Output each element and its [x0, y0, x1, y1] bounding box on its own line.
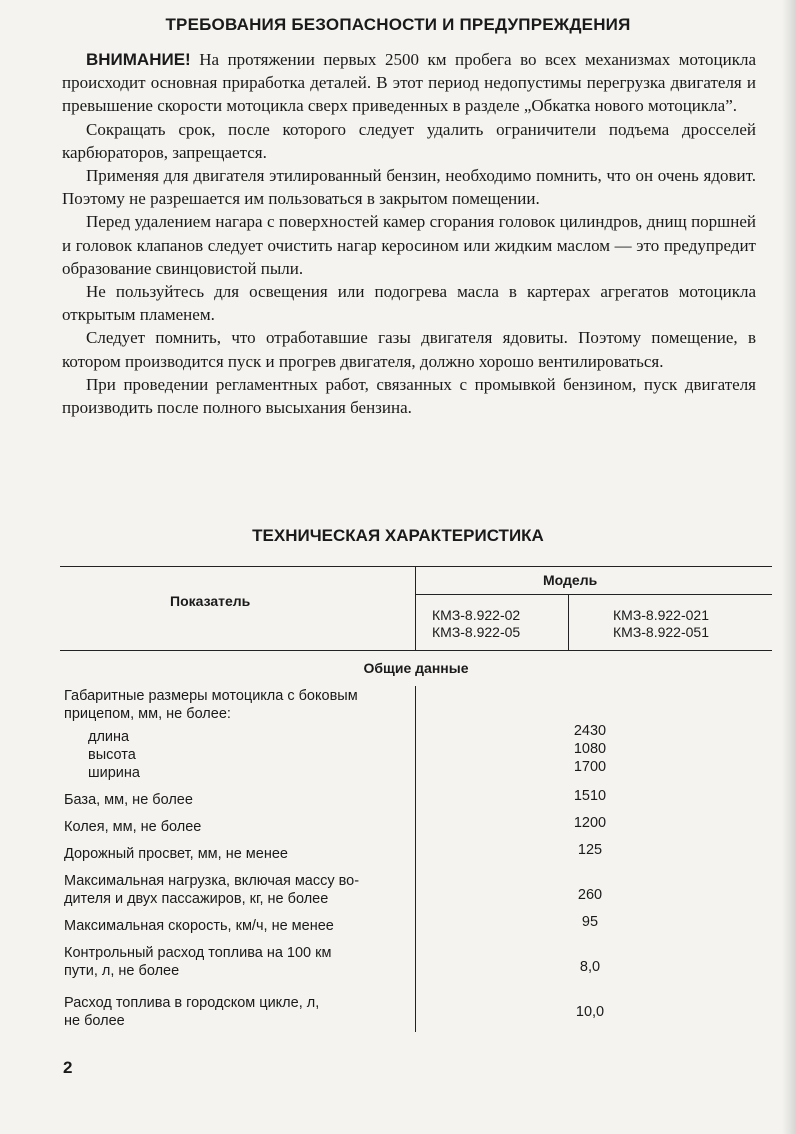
header-model: Модель — [543, 572, 598, 588]
row-value: 95 — [581, 914, 599, 930]
row-value: 125 — [577, 842, 603, 858]
row-sublabel: высота — [88, 747, 136, 763]
row-value: 260 — [577, 887, 603, 903]
row-label: Максимальная нагрузка, включая массу во- — [64, 873, 360, 889]
page-edge-shadow — [782, 0, 796, 1134]
model-divider — [568, 594, 569, 650]
spec-title: ТЕХНИЧЕСКАЯ ХАРАКТЕРИСТИКА — [252, 526, 544, 545]
row-value: 1700 — [573, 759, 607, 775]
model-code-left-2: КМЗ-8.922-05 — [432, 624, 521, 640]
header-bottom-rule — [60, 650, 772, 651]
row-label: Габаритные размеры мотоцикла с боковым — [64, 688, 358, 704]
row-label: Расход топлива в городском цикле, л, — [64, 995, 320, 1011]
safety-paragraph-3: Применяя для двигателя этилированный бензин, необходимо помнить, что он очень ядовит. Поэтому не разрешается им пользоваться в закрытом помещении. — [62, 166, 756, 209]
safety-paragraph-1-text: На протяжении первых 2500 км пробега во всех механизмах мотоцикла происходит основная приработка деталей. В этот период недопустимы перегрузка двигателя и превышение скорости мотоцикла сверх приведенных в разделе „Обкатка нового мотоцикла”. — [62, 50, 756, 116]
row-label: Максимальная скорость, км/ч, не менее — [64, 918, 334, 934]
model-header-rule — [415, 594, 772, 595]
row-label: Колея, мм, не более — [64, 819, 202, 835]
header-indicator: Показатель — [170, 593, 251, 609]
header-divider — [415, 566, 416, 650]
safety-paragraph-7: При проведении регламентных работ, связанных с промывкой бензином, пуск двигателя производить после полного высыхания бензина. — [62, 374, 756, 418]
row-label: Контрольный расход топлива на 100 км — [64, 945, 332, 961]
section-general-heading: Общие данные — [363, 660, 469, 676]
body-divider — [415, 686, 416, 1032]
page-number: 2 — [63, 1058, 73, 1077]
row-sublabel: ширина — [88, 765, 140, 781]
row-label: дителя и двух пассажиров, кг, не более — [64, 891, 329, 907]
model-code-right-2: КМЗ-8.922-051 — [613, 624, 709, 640]
row-value: 2430 — [573, 723, 607, 739]
row-label: База, мм, не более — [64, 792, 193, 808]
safety-paragraph-2: Сокращать срок, после которого следует удалить ограничители подъема дросселей карбюраторов, запрещается. — [62, 119, 756, 162]
spec-table — [60, 562, 772, 1032]
row-label: не более — [64, 1013, 125, 1029]
safety-paragraph-6: Следует помнить, что отработавшие газы двигателя ядовиты. Поэтому помещение, в котором производится пуск и прогрев двигателя, должно хорошо вентилироваться. — [62, 328, 756, 371]
model-code-left-1: КМЗ-8.922-02 — [432, 607, 521, 623]
row-sublabel: длина — [88, 729, 130, 745]
row-label: прицепом, мм, не более: — [64, 706, 231, 722]
safety-paragraph-5: Не пользуйтесь для освещения или подогрева масла в картерах агрегатов мотоцикла открытым пламенем. — [62, 282, 756, 325]
model-code-right-1: КМЗ-8.922-021 — [613, 607, 709, 623]
row-value: 1080 — [573, 741, 607, 757]
row-label: Дорожный просвет, мм, не менее — [64, 846, 288, 862]
row-label: пути, л, не более — [64, 963, 180, 979]
row-value: 10,0 — [575, 1004, 605, 1020]
safety-title: ТРЕБОВАНИЯ БЕЗОПАСНОСТИ И ПРЕДУПРЕЖДЕНИЯ — [165, 15, 631, 34]
row-value: 1200 — [573, 815, 607, 831]
row-value: 1510 — [573, 788, 607, 804]
row-value: 8,0 — [579, 959, 601, 975]
safety-paragraph-1 — [62, 48, 756, 118]
safety-text — [62, 48, 756, 419]
safety-paragraph-4: Перед удалением нагара с поверхностей камер сгорания головок цилиндров, днищ поршней и головок клапанов следует очистить нагар керосином или жидким маслом — это предупредит образование свинцовистой пыли. — [62, 212, 756, 278]
warning-label: ВНИМАНИЕ! — [86, 50, 191, 69]
